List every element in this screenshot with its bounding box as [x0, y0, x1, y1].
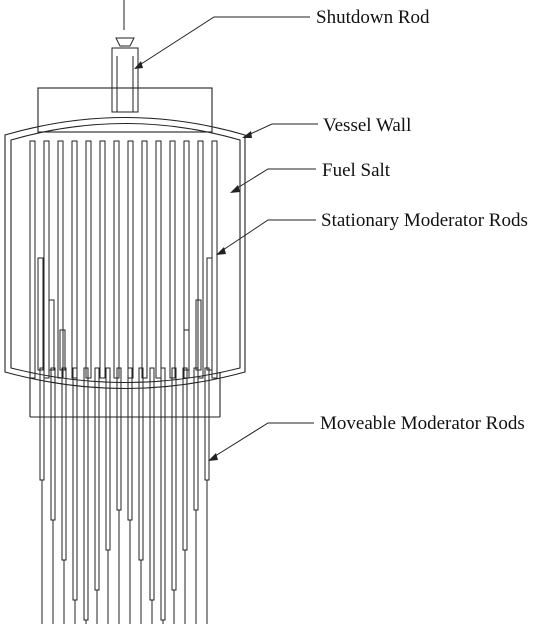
stationary-moderator-rod	[30, 141, 35, 378]
shutdown-rod-label: Shutdown Rod	[316, 7, 430, 28]
leader-vessel-wall	[246, 124, 318, 136]
vessel-wall-outer	[5, 118, 245, 389]
stationary-moderator-rod	[49, 300, 54, 370]
moveable-moderator-rod	[40, 368, 44, 480]
vessel-wall-inner	[11, 124, 240, 383]
moveable-moderator-rod	[51, 368, 55, 520]
leader-stationary-rods	[220, 220, 316, 252]
moveable-moderator-rod	[128, 368, 132, 520]
moveable-moderator-rod	[84, 368, 88, 620]
stationary-moderator-rod	[184, 330, 189, 370]
arrowhead-fuel-salt	[230, 185, 240, 193]
shutdown-rod-head	[116, 38, 134, 46]
fuel-salt-label: Fuel Salt	[322, 160, 391, 181]
stationary-moderator-rod	[156, 141, 161, 378]
moveable-moderator-rod	[183, 368, 187, 550]
stationary-moderator-rod	[114, 141, 119, 378]
moveable-moderator-rods-label: Moveable Moderator Rods	[320, 413, 525, 434]
moveable-moderator-rod	[194, 368, 198, 510]
moveable-moderator-rod	[62, 368, 66, 560]
shutdown-rod	[112, 0, 138, 112]
moveable-moderator-rod	[95, 368, 99, 590]
moveable-moderator-rod	[117, 368, 121, 510]
stationary-moderator-rod	[207, 258, 212, 370]
vessel-top-head	[38, 88, 212, 132]
stationary-moderator-rod	[128, 141, 133, 378]
moveable-moderator-rod	[161, 368, 165, 620]
stationary-moderator-rod	[142, 141, 147, 378]
vessel-wall-label: Vessel Wall	[323, 115, 412, 136]
stationary-moderator-rod	[86, 141, 91, 378]
moveable-moderator-rod	[73, 368, 77, 600]
shutdown-rod-tip	[117, 88, 133, 112]
stationary-moderator-rod	[170, 141, 175, 378]
moveable-moderator-rod	[172, 368, 176, 590]
stationary-moderator-rod	[38, 258, 43, 370]
stationary-moderator-rod	[44, 141, 49, 378]
shutdown-rod-housing	[112, 48, 138, 112]
leader-fuel-salt	[234, 169, 316, 190]
moveable-moderator-rod	[150, 368, 154, 600]
moveable-moderator-rod	[205, 368, 209, 480]
stationary-moderator-rod	[100, 141, 105, 378]
stationary-moderator-rod	[212, 141, 217, 378]
arrowheads	[134, 61, 252, 461]
stationary-moderator-rods-label: Stationary Moderator Rods	[321, 210, 528, 231]
stationary-moderator-rod	[72, 141, 77, 378]
stationary-moderator-rod	[184, 141, 189, 378]
moveable-moderator-rod	[139, 368, 143, 560]
leader-shutdown-rod	[138, 17, 310, 66]
leader-moveable-rods	[212, 423, 314, 458]
moveable-moderator-rod	[106, 368, 110, 550]
